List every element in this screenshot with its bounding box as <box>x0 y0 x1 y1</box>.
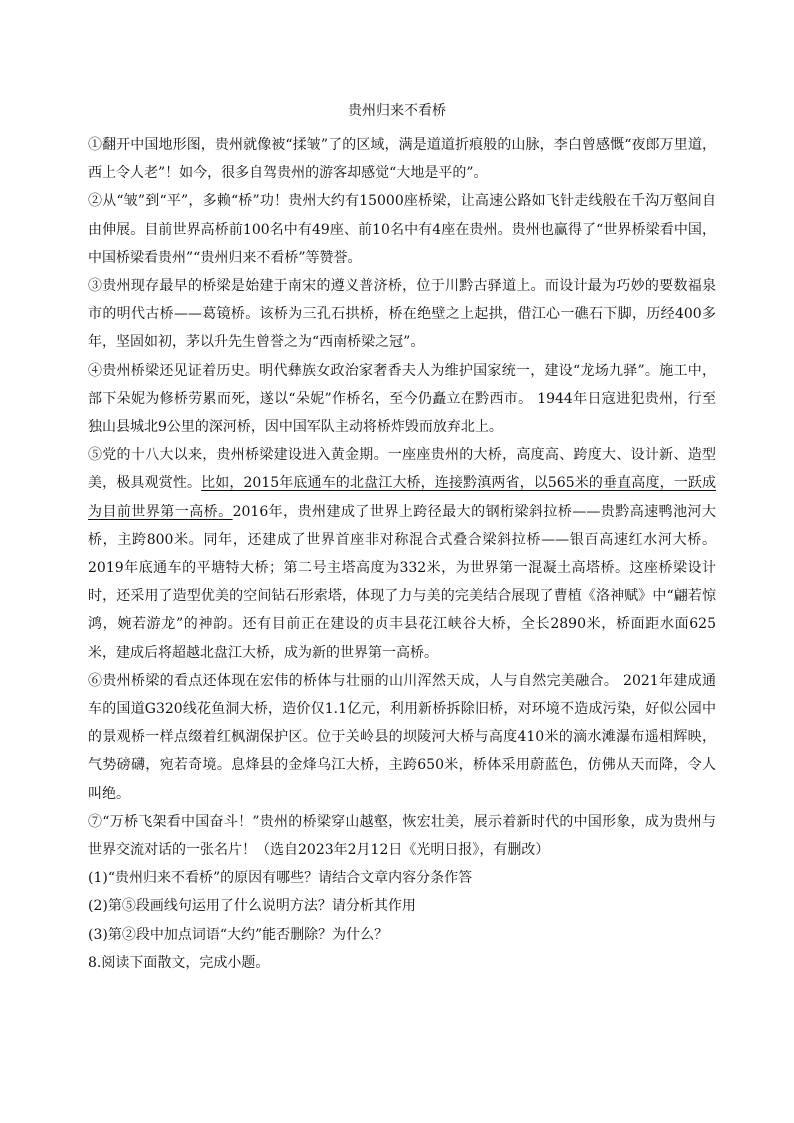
paragraph-5-rest: 2016年，贵州建成了世界上跨径最大的钢桁梁斜拉桥——贵黔高速鸭池河大桥，主跨800米。同年，还建成了世界首座非对称混合式叠合梁斜拉桥——银百高速红水河大桥。2019年底通车的平塘特大桥；第二号主塔高度为332米，为世界第一混凝土高塔桥。这座桥梁设计时，还采用了造型优美的空间钻石形索塔，体现了力与美的完美结合展现了曹植《洛神赋》中“翩若惊鸿，婉若游龙”的神韵。还有目前正在建设的贞丰县花江峡谷大桥，全长2890米，桥面距水面625米，建成后将超越北盘江大桥，成为新的世界第一高桥。 <box>88 503 716 661</box>
paragraph-4: ④贵州桥梁还见证着历史。明代彝族女政治家奢香夫人为维护国家统一，建设“龙场九驿”。施工中，部下朵妮为修桥劳累而死，遂以“朵妮”作桥名，至今仍矗立在黔西市。 1944年日寇进犯贵州，行至独山县城北9公里的深河桥，因中国军队主动将桥炸毁而放弃北上。 <box>88 362 716 436</box>
paragraph-2: ②从“皱”到“平”，多赖“桥”功！贵州大约有15000座桥梁，让高速公路如飞针走线般在千沟万壑间自由伸展。目前世界高桥前100名中有49座、前10名中有4座在贵州。贵州也赢得了“世界桥梁看中国，中国桥梁看贵州”“贵州归来不看桥”等赞誉。 <box>88 193 716 266</box>
paragraph-1: ①翻开中国地形图，贵州就像被“揉皱”了的区域，满是道道折痕般的山脉，李白曾感慨“夜郎万里道，西上令人老”！如今，很多自驾贵州的游客却感觉“大地是平的”。 <box>88 137 716 182</box>
article-title: 贵州归来不看桥 <box>348 103 446 119</box>
paragraph-5 <box>88 441 716 667</box>
question-2: (2)第⑤段画线句运用了什么说明方法？请分析其作用 <box>88 898 416 915</box>
underlined-sentence: 比如，2015年底通车的北盘江大桥，连接黔滇两省，以565米的垂直高度，一跃成为目前世界第一高桥。 <box>88 475 716 520</box>
paragraph-3: ③贵州现存最早的桥梁是始建于南宋的遵义普济桥，位于川黔古驿道上。而设计最为巧妙的要数福泉市的明代古桥——葛镜桥。该桥为三孔石拱桥，桥在绝壁之上起拱，借江心一礁石下脚，历经400多年，坚固如初，茅以升先生曾誉之为“西南桥梁之冠”。 <box>88 278 716 351</box>
article-body <box>88 131 716 977</box>
next-task-instruction: 8.阅读下面散文，完成小题。 <box>88 954 270 971</box>
paragraph-6: ⑥贵州桥梁的看点还体现在宏伟的桥体与壮丽的山川浑然天成，人与自然完美融合。 2021年建成通车的国道G320线花鱼洞大桥，造价仅1.1亿元，利用新桥拆除旧桥，对环境不造成污染，好似公园中的景观桥一样点缀着红枫湖保护区。位于关岭县的坝陵河大桥与高度410米的滴水滩瀑布遥相辉映，气势磅礴，宛若奇境。息烽县的金烽乌江大桥，主跨650米，桥体采用蔚蓝色，仿佛从天而降，令人叫绝。 <box>88 672 716 802</box>
question-1: (1)“贵州归来不看桥”的原因有哪些？请结合文章内容分条作答 <box>88 870 473 887</box>
paragraph-7: ⑦“万桥飞架看中国奋斗！”贵州的桥梁穿山越壑，恢宏壮美，展示着新时代的中国形象，成为贵州与世界交流对话的一张名片！（选自2023年2月12日《光明日报》，有删改） <box>88 813 716 859</box>
question-3: (3)第②段中加点词语“大约”能否删除？为什么？ <box>88 926 389 943</box>
paragraph-5-intro: ⑤党的十八大以来，贵州桥梁建设进入黄金期。一座座贵州的大桥，高度高、跨度大、设计新、造型美，极具观赏性。 <box>88 447 716 492</box>
